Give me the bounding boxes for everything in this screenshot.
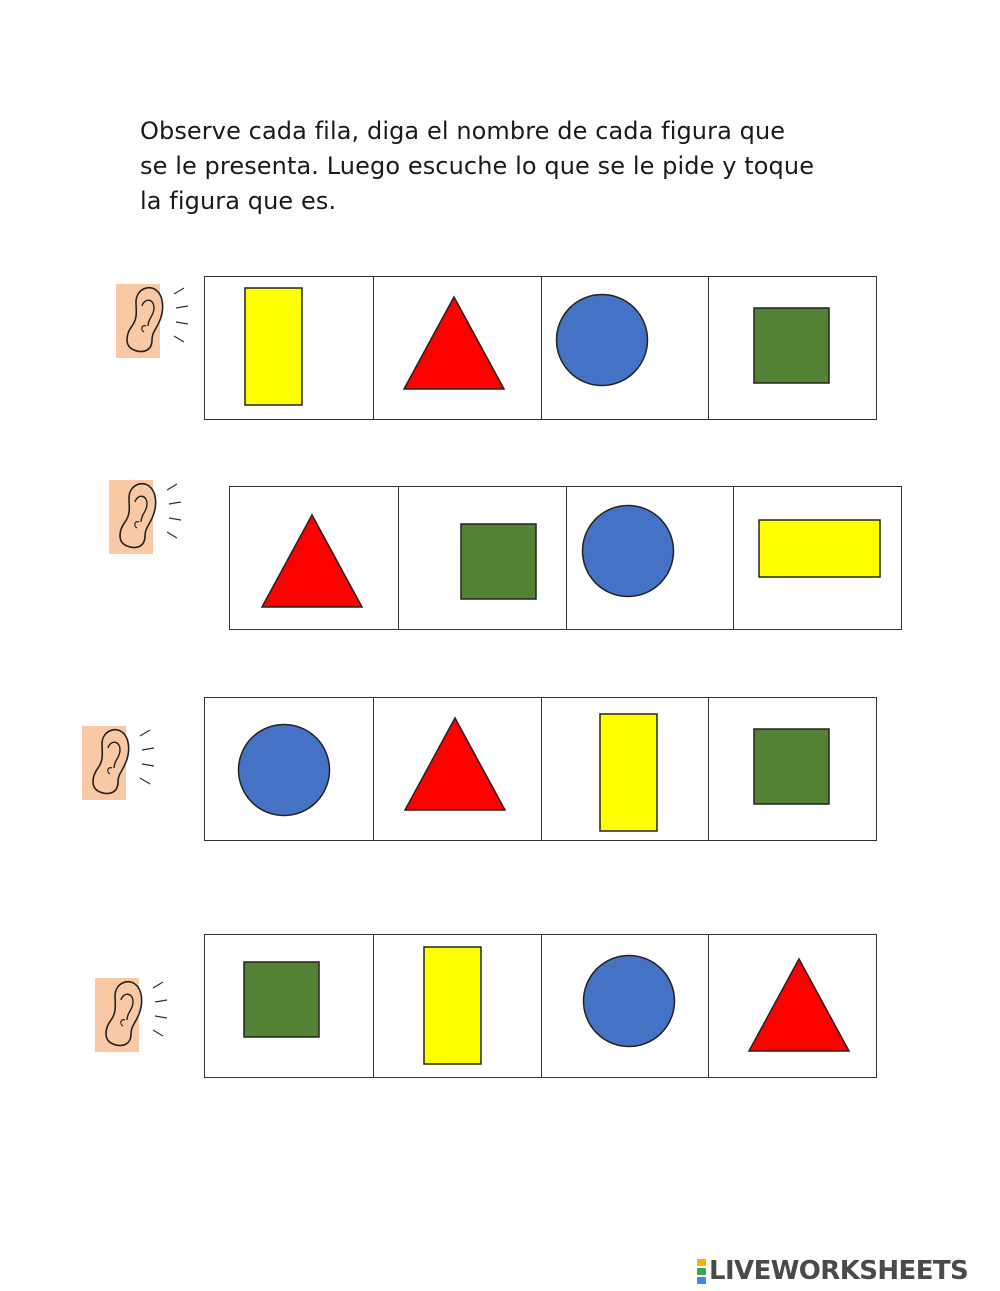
ear-icon [80, 722, 164, 804]
option-cell[interactable] [708, 935, 876, 1077]
listen-button-row-3[interactable] [80, 722, 164, 804]
yellow-rectangle-shape [423, 946, 483, 1066]
shape-options-row-3 [204, 697, 877, 841]
option-cell[interactable] [398, 487, 566, 629]
yellow-rectangle-shape [758, 519, 882, 579]
option-cell[interactable] [373, 935, 541, 1077]
option-cell[interactable] [708, 698, 876, 840]
instructions-line-1: Observe cada fila, diga el nombre de cada figura que [140, 117, 786, 145]
option-cell[interactable] [566, 487, 734, 629]
instructions-text [140, 114, 880, 219]
option-cell[interactable] [230, 487, 398, 629]
shape-options-row-2 [229, 486, 902, 630]
option-cell[interactable] [733, 487, 901, 629]
option-cell[interactable] [205, 698, 373, 840]
option-cell[interactable] [373, 277, 541, 419]
red-triangle-shape [402, 295, 506, 391]
option-cell[interactable] [541, 277, 709, 419]
liveworksheets-logo [697, 1254, 968, 1288]
green-square-shape [753, 728, 831, 806]
option-cell[interactable] [708, 277, 876, 419]
blue-circle-shape [237, 723, 331, 817]
red-triangle-shape [260, 513, 364, 609]
brand-name: LIVEWORKSHEETS [709, 1256, 969, 1286]
shape-options-row-1 [204, 276, 877, 420]
listen-button-row-4[interactable] [93, 974, 177, 1056]
green-square-shape [243, 961, 321, 1039]
instructions-line-2: se le presenta. Luego escuche lo que se le pide y toque [140, 152, 815, 180]
ear-icon [93, 974, 177, 1056]
listen-button-row-2[interactable] [107, 476, 191, 558]
green-square-shape [460, 523, 538, 601]
option-cell[interactable] [541, 935, 709, 1077]
option-cell[interactable] [541, 698, 709, 840]
blue-circle-shape [581, 504, 675, 598]
ear-icon [114, 280, 198, 362]
listen-button-row-1[interactable] [114, 280, 198, 362]
yellow-rectangle-shape [599, 713, 659, 833]
blue-circle-shape [555, 293, 649, 387]
red-triangle-shape [747, 957, 851, 1053]
blue-circle-shape [582, 954, 676, 1048]
ear-icon [107, 476, 191, 558]
option-cell[interactable] [373, 698, 541, 840]
option-cell[interactable] [205, 277, 373, 419]
option-cell[interactable] [205, 935, 373, 1077]
liveworksheets-logo-icon [697, 1258, 706, 1285]
green-square-shape [753, 307, 831, 385]
instructions-line-3: la figura que es. [140, 187, 337, 215]
shape-options-row-4 [204, 934, 877, 1078]
red-triangle-shape [403, 716, 507, 812]
yellow-rectangle-shape [244, 287, 304, 407]
